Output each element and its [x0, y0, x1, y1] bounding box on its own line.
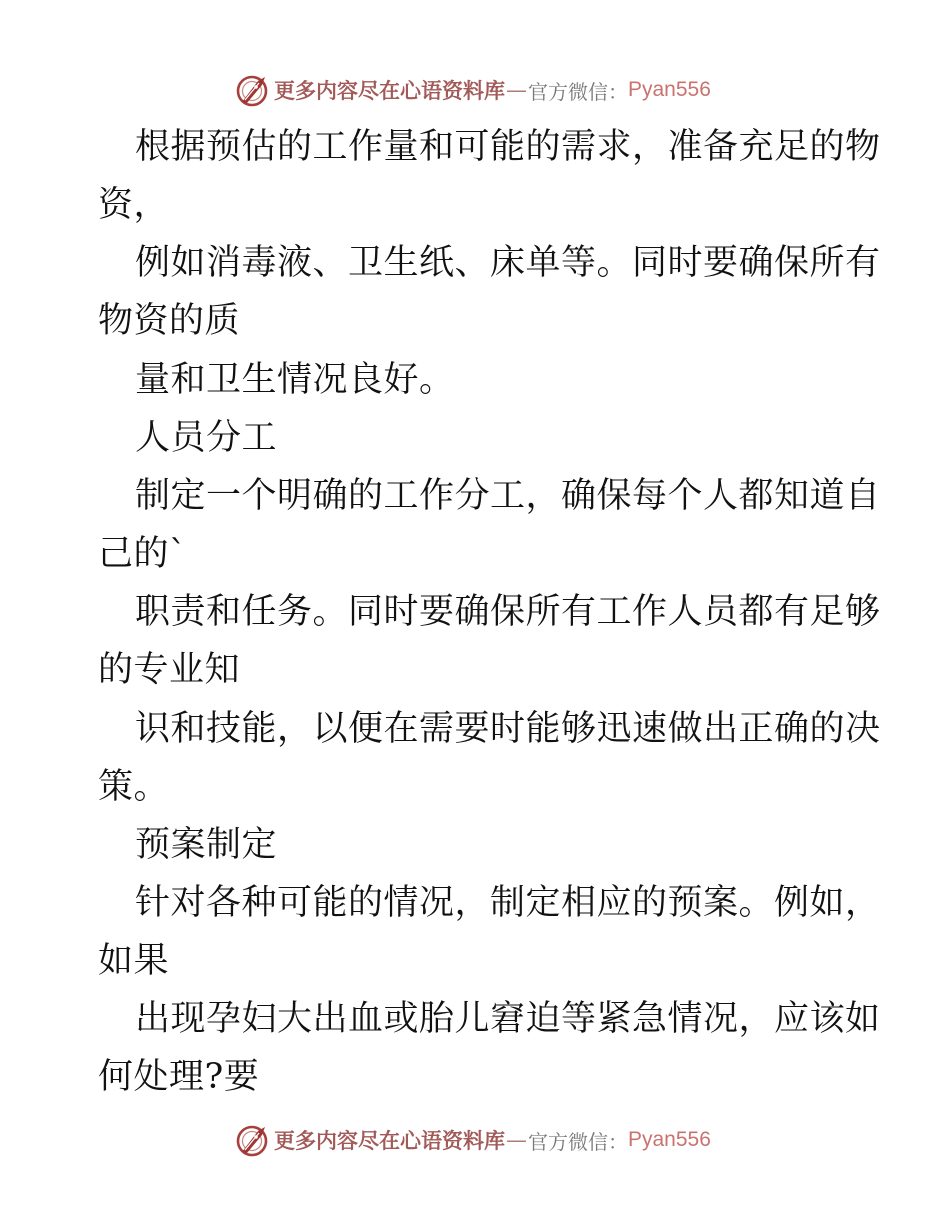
banner-label: 官方微信：: [528, 1129, 628, 1154]
body-line: 物资的质: [98, 301, 241, 341]
body-line: 根据预估的工作量和可能的需求，准备充足的物: [135, 127, 881, 167]
body-line: 资，: [98, 185, 170, 225]
body-line: 针对各种可能的情况，制定相应的预案。例如，: [135, 883, 881, 923]
body-line: 制定一个明确的工作分工，确保每个人都知道自: [135, 476, 881, 516]
body-line: 的专业知: [98, 650, 241, 690]
body-line: 己的`: [98, 534, 188, 574]
body-line: 如果: [98, 941, 170, 981]
body-line: 识和技能，以便在需要时能够迅速做出正确的决: [135, 709, 881, 749]
banner-dash: —: [506, 78, 527, 102]
header-watermark-banner: [234, 70, 711, 110]
banner-account: Pyan556: [628, 1128, 711, 1151]
banner-label: 官方微信：: [528, 79, 628, 104]
pen-nib-logo-icon: [234, 72, 270, 108]
body-line: 职责和任务。同时要确保所有工作人员都有足够: [135, 592, 881, 632]
body-line: 量和卫生情况良好。: [135, 360, 455, 400]
banner-account: Pyan556: [628, 78, 711, 101]
body-line: 策。: [98, 767, 170, 807]
body-line: 例如消毒液、卫生纸、床单等。同时要确保所有: [135, 243, 881, 283]
pen-nib-logo-icon: [234, 1122, 270, 1158]
section-heading: 人员分工: [135, 418, 278, 458]
banner-main-text: 更多内容尽在心语资料库: [274, 79, 505, 103]
banner-main-text: 更多内容尽在心语资料库: [274, 1129, 505, 1153]
section-heading: 预案制定: [135, 825, 278, 865]
banner-dash: —: [506, 1128, 527, 1152]
body-line: 何处理?要: [98, 1057, 260, 1097]
footer-watermark-banner: [234, 1120, 711, 1160]
body-line: 出现孕妇大出血或胎儿窘迫等紧急情况，应该如: [135, 999, 881, 1039]
